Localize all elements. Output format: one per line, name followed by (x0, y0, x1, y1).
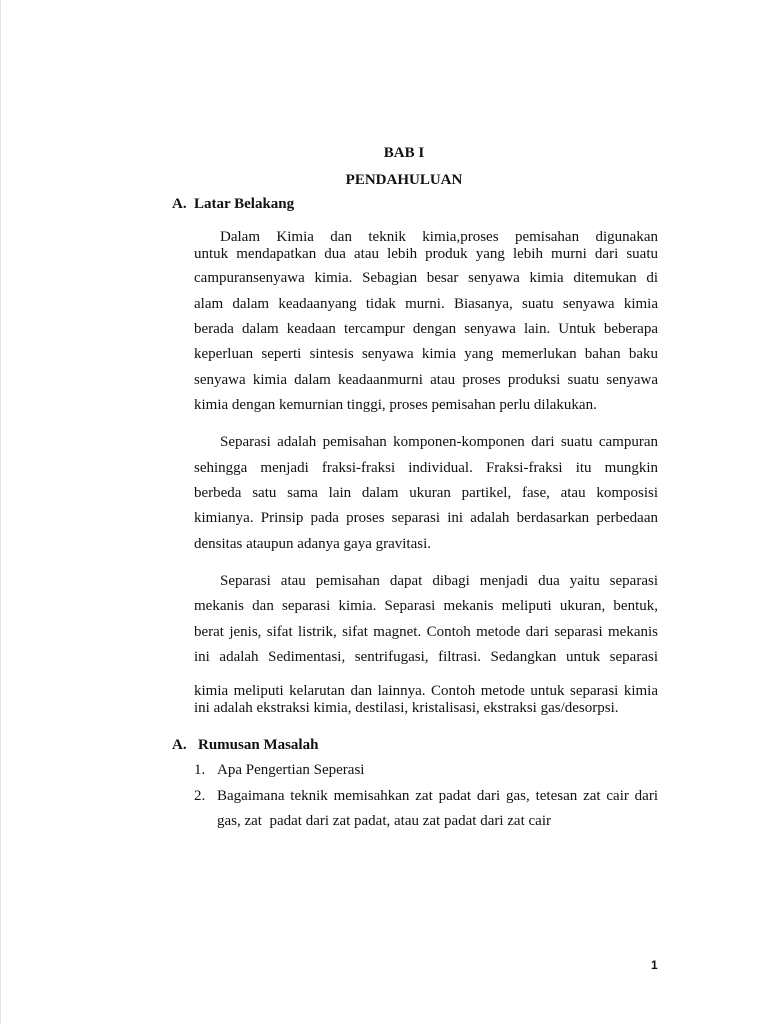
paragraph-line: densitas ataupun adanya gaya gravitasi. (194, 536, 431, 552)
paragraph-line: ini adalah ekstraksi kimia, destilasi, kristalisasi, ekstraksi gas/desorpsi. (194, 700, 619, 716)
paragraph-line: kimia dengan kemurnian tinggi, proses pemisahan perlu dilakukan. (194, 397, 597, 413)
paragraph-line: kimia meliputi kelarutan dan lainnya. Contoh metode untuk separasi kimia (194, 683, 658, 699)
section-label: A. (172, 196, 187, 212)
paragraph-line: alam dalam keadaanyang tidak murni. Biasanya, suatu senyawa kimia (194, 296, 658, 312)
section-title: Latar Belakang (194, 196, 295, 212)
list-item-text: gas, zat padat dari zat padat, atau zat padat dari zat cair (217, 813, 551, 829)
section-title: Rumusan Masalah (198, 737, 319, 753)
paragraph-line: ini adalah Sedimentasi, sentrifugasi, filtrasi. Sedangkan untuk separasi (194, 649, 658, 665)
paragraph-line: Dalam Kimia dan teknik kimia,proses pemisahan digunakan (220, 229, 658, 245)
paragraph-line: Separasi adalah pemisahan komponen-komponen dari suatu campuran (220, 434, 658, 450)
list-item-number: 1. (194, 762, 206, 778)
paragraph-line: sehingga menjadi fraksi-fraksi individual. Fraksi-fraksi itu mungkin (194, 460, 658, 476)
list-item-text: Apa Pengertian Seperasi (217, 762, 365, 778)
page-number: 1 (651, 958, 658, 972)
paragraph-line: berada dalam keadaan tercampur dengan senyawa lain. Untuk beberapa (194, 321, 658, 337)
paragraph-line: mekanis dan separasi kimia. Separasi mekanis meliputi ukuran, bentuk, (194, 598, 658, 614)
paragraph-line: Separasi atau pemisahan dapat dibagi menjadi dua yaitu separasi (220, 573, 658, 589)
paragraph-line: berat jenis, sifat listrik, sifat magnet. Contoh metode dari separasi mekanis (194, 624, 658, 640)
section-label: A. (172, 737, 187, 753)
paragraph-line: campuransenyawa kimia. Sebagian besar senyawa kimia ditemukan di (194, 270, 658, 286)
paragraph-line: keperluan seperti sintesis senyawa kimia yang memerlukan bahan baku (194, 346, 658, 362)
chapter-title: PENDAHULUAN (345, 172, 463, 188)
list-item-text: Bagaimana teknik memisahkan zat padat dari gas, tetesan zat cair dari (217, 788, 658, 804)
paragraph-line: berbeda satu sama lain dalam ukuran partikel, fase, atau komposisi (194, 485, 658, 501)
paragraph-line: senyawa kimia dalam keadaanmurni atau proses produksi suatu senyawa (194, 372, 658, 388)
chapter-label: BAB I (383, 145, 425, 161)
list-item-number: 2. (194, 788, 206, 804)
paragraph-line: kimianya. Prinsip pada proses separasi ini adalah berdasarkan perbedaan (194, 510, 658, 526)
paragraph-line: untuk mendapatkan dua atau lebih produk yang lebih murni dari suatu (194, 246, 658, 262)
